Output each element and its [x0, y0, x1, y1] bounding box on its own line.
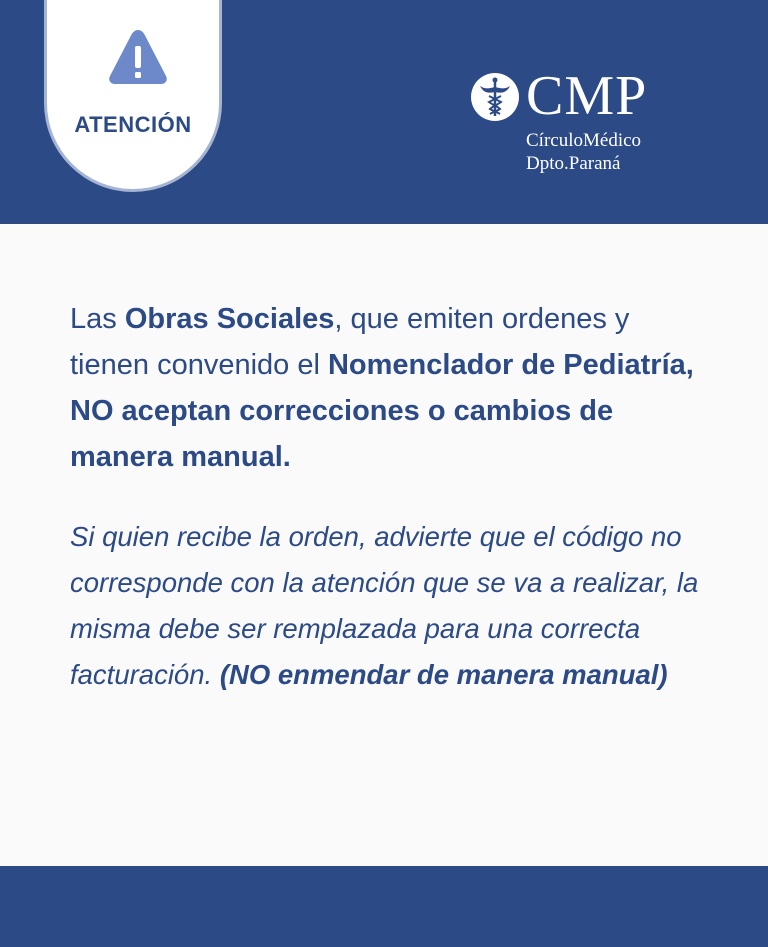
- notice-paragraph: [70, 296, 710, 480]
- cmp-logo: [470, 66, 680, 186]
- notice-text: , que emiten ordenes y tienen convenido el: [70, 303, 630, 381]
- attention-label: ATENCIÓN: [74, 112, 192, 137]
- logo-subtitle-line1: CírculoMédico: [526, 130, 642, 151]
- instruction-text: Si quien recibe la orden, advierte que el código no corresponde con la atención que se va a realizar, la misma debe ser remplazada para una correcta facturación.: [70, 521, 699, 690]
- notice-text: Las: [70, 303, 125, 335]
- warning-triangle-icon: [107, 26, 169, 88]
- notice-emphasis: Nomenclador de Pediatría, NO aceptan correcciones o cambios de manera manual.: [70, 349, 694, 473]
- header-band: [0, 0, 768, 224]
- instruction-paragraph: [70, 514, 710, 698]
- notice-emphasis: Obras Sociales: [124, 303, 335, 335]
- footer-band: [0, 866, 768, 947]
- logo-name: CMP: [526, 65, 648, 127]
- logo-subtitle-line2: Dpto.Paraná: [526, 153, 621, 174]
- attention-badge: [44, 0, 222, 192]
- instruction-emphasis: (NO enmendar de manera manual): [219, 659, 668, 690]
- caduceus-icon: [470, 72, 520, 122]
